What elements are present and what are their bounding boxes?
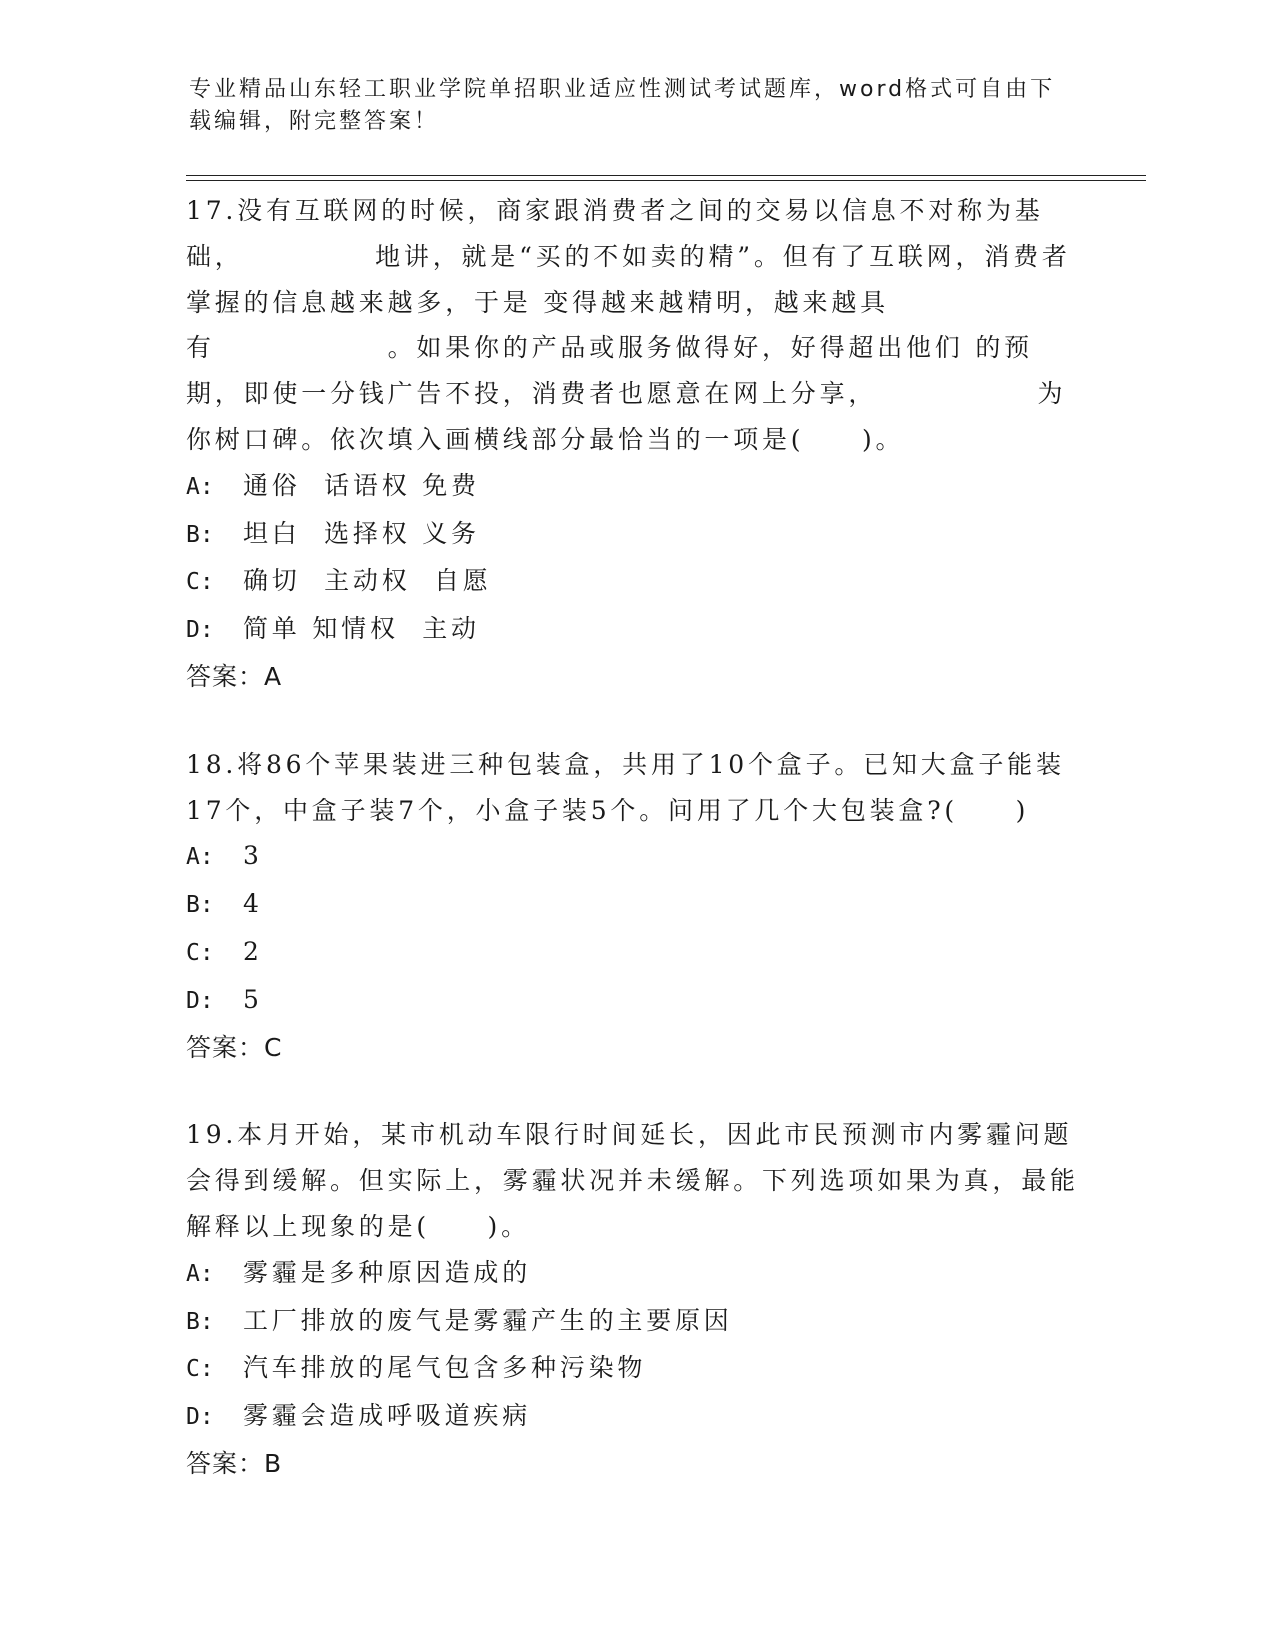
- option-b: [186, 881, 1086, 929]
- header-divider: [186, 175, 1146, 181]
- answer-label: 答案：B: [186, 1448, 283, 1478]
- question-17: [186, 188, 1086, 700]
- option-d: [186, 977, 1086, 1025]
- option-letter: B:: [186, 892, 214, 919]
- option-text: 3: [243, 841, 263, 871]
- question-spacer: [186, 1070, 1086, 1112]
- question-stem: 18.将86个苹果装进三种包装盒，共用了10个盒子。已知大盒子能装17个，中盒子装7个，小盒子装5个。问用了几个大包装盒?( ): [186, 749, 1065, 825]
- option-a: [186, 833, 1086, 881]
- option-text: 5: [243, 984, 263, 1014]
- question-stem: 17.没有互联网的时候，商家跟消费者之间的交易以信息不对称为基础， 地讲，就是“买的不如卖的精”。但有了互联网，消费者掌握的信息越来越多，于是 变得越来越精明，越来越具有 。如果你的产品或服务做得好，好得超出他们 的预期，即使一分钱广告不投，消费者也愿意在网上分享， 为你树口碑。依次填入画横线部分最恰当的一项是( )。: [186, 196, 1071, 454]
- question-spacer: [186, 700, 1086, 742]
- answer-label: 答案：A: [186, 661, 283, 691]
- option-d: [186, 606, 1086, 654]
- option-c: [186, 929, 1086, 977]
- question-18: [186, 742, 1086, 1071]
- option-letter: A:: [186, 1260, 214, 1287]
- option-text: 简单 知情权 主动: [243, 614, 480, 644]
- option-text: 汽车排放的尾气包含多种污染物: [243, 1353, 647, 1383]
- option-letter: C:: [186, 569, 214, 596]
- option-text: 坦白 选择权 义务: [243, 518, 480, 548]
- option-letter: B:: [186, 1308, 214, 1335]
- question-list: [186, 188, 1086, 1487]
- option-text: 通俗 话语权 免费: [243, 470, 480, 500]
- option-text: 雾霾会造成呼吸道疾病: [243, 1401, 532, 1431]
- option-d: [186, 1393, 1086, 1441]
- option-text: 2: [243, 936, 263, 966]
- option-text: 4: [243, 889, 263, 919]
- option-letter: D:: [186, 987, 214, 1014]
- option-text: 雾霾是多种原因造成的: [243, 1257, 532, 1287]
- option-letter: D:: [186, 1404, 214, 1431]
- option-letter: D:: [186, 617, 214, 644]
- option-letter: A:: [186, 473, 214, 500]
- option-letter: A:: [186, 844, 214, 871]
- option-text: 工厂排放的废气是雾霾产生的主要原因: [243, 1305, 733, 1335]
- option-a: [186, 463, 1086, 511]
- option-letter: C:: [186, 939, 214, 966]
- option-c: [186, 1345, 1086, 1393]
- answer-label: 答案：C: [186, 1032, 283, 1062]
- question-19: [186, 1112, 1086, 1486]
- option-letter: B:: [186, 521, 214, 548]
- question-stem: 19.本月开始，某市机动车限行时间延长，因此市民预测市内雾霾问题会得到缓解。但实际上，雾霾状况并未缓解。下列选项如果为真，最能解释以上现象的是( )。: [186, 1120, 1079, 1241]
- option-b: [186, 1298, 1086, 1346]
- option-b: [186, 511, 1086, 559]
- option-letter: C:: [186, 1356, 214, 1383]
- option-a: [186, 1250, 1086, 1298]
- page-header: 专业精品山东轻工职业学院单招职业适应性测试考试题库，word格式可自由下载编辑，附完整答案！: [189, 77, 1056, 134]
- option-text: 确切 主动权 自愿: [243, 566, 492, 596]
- option-c: [186, 558, 1086, 606]
